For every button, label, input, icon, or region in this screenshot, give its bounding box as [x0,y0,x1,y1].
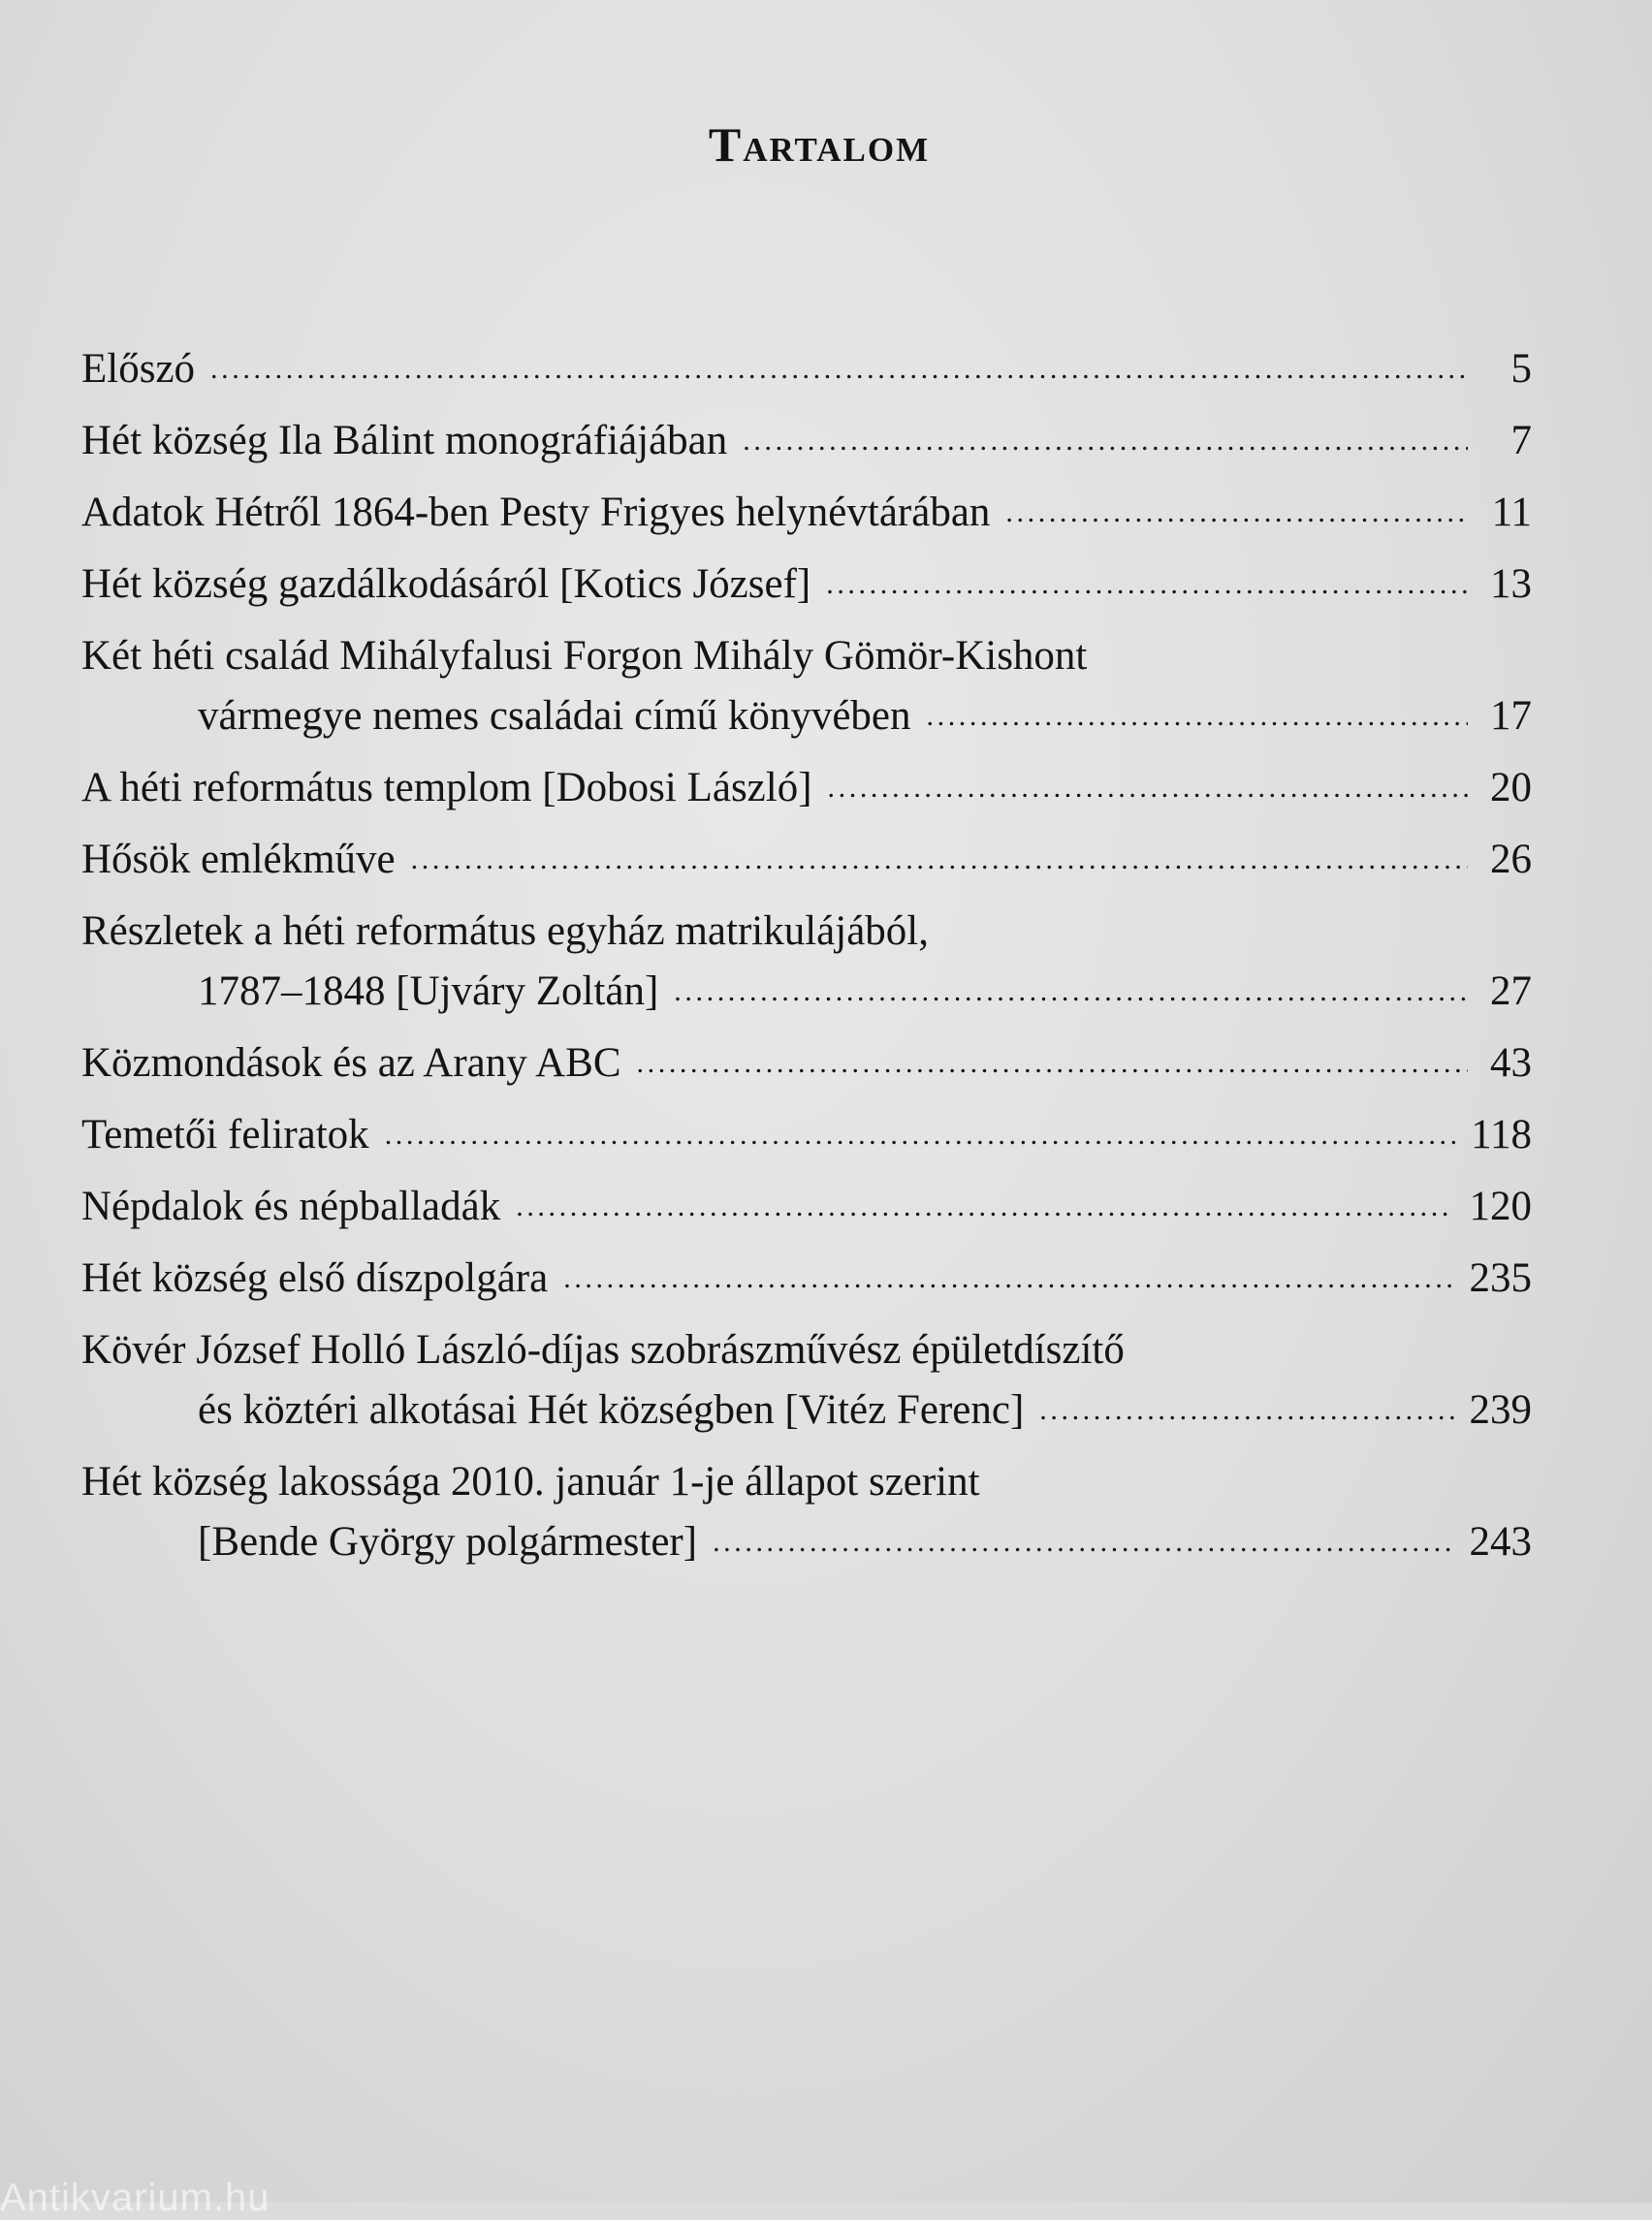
toc-entry-title-continued: 1787–1848 [Ujváry Zoltán] [198,968,659,1014]
toc-entry [81,830,1532,894]
toc-entry [81,902,1532,1026]
dot-leader [743,411,1468,471]
dot-leader [516,1177,1453,1237]
toc-entry-title: Hét község lakossága 2010. január 1-je állapot szerint [81,1459,980,1505]
toc-entry-title-continued: és köztéri alkotásai Hét községben [Vitéz Ferenc] [198,1387,1025,1433]
dot-leader [927,686,1469,746]
toc-entry [81,1320,1532,1444]
toc-entry-title: Közmondások és az Arany ABC [81,1040,621,1086]
dot-leader [713,1512,1453,1572]
toc-entry-title: Két héti család Mihályfalusi Forgon Mihály Gömör-Kishont [81,633,1088,679]
toc-entry-title: Hét község Ila Bálint monográfiájában [81,418,728,463]
toc-entry-title: Hősök emlékműve [81,837,396,882]
dot-leader [637,1033,1468,1094]
dot-leader [385,1105,1455,1165]
toc-page-number: 5 [1510,346,1532,392]
toc-entry-title: Adatok Hétről 1864-ben Pesty Frigyes helynévtárában [81,490,991,535]
toc-page-number: 243 [1469,1519,1532,1565]
toc-page-number: 20 [1490,765,1532,810]
toc-page-number: 27 [1490,968,1532,1014]
toc-entry [81,339,1532,403]
toc-entry-title: Előszó [81,346,196,392]
toc-page-number: 17 [1490,693,1532,739]
page-title: Tartalom [708,117,931,172]
toc-entry [81,626,1532,750]
watermark: Antikvarium.hu [0,2176,270,2219]
toc-entry [81,1105,1532,1169]
dot-leader [411,830,1468,890]
toc-entry-title: A héti református templom [Dobosi László] [81,765,812,810]
dot-leader [828,758,1468,818]
toc-entry [81,1249,1532,1313]
dot-leader [1039,1380,1453,1441]
dot-leader [563,1249,1453,1309]
toc-entry-title: Hét község gazdálkodásáról [Kotics József] [81,561,811,607]
toc-entry-title-continued: vármegye nemes családai című könyvében [198,693,911,739]
toc-entry [81,555,1532,618]
toc-entry [81,1452,1532,1576]
toc-page-number: 7 [1510,418,1532,463]
toc-entry-title: Népdalok és népballadák [81,1184,501,1229]
dot-leader [674,962,1468,1022]
toc-entry [81,758,1532,822]
toc-page-number: 26 [1490,837,1532,882]
toc-page-number: 235 [1469,1255,1532,1301]
toc-entry-title: Temetői feliratok [81,1112,369,1158]
toc-entry-title-continued: [Bende György polgármester] [198,1519,698,1565]
toc-entry-title: Kövér József Holló László-díjas szobrászművész épületdíszítő [81,1327,1125,1373]
toc-page-number: 239 [1469,1387,1532,1433]
toc-page-number: 13 [1490,561,1532,607]
toc-page-number: 120 [1469,1184,1532,1229]
toc-entry [81,411,1532,475]
toc-entry [81,1177,1532,1241]
toc-page-number: 118 [1471,1112,1532,1158]
toc-entry-title: Részletek a héti református egyház matrikulájából, [81,908,929,954]
toc-entry-title: Hét község első díszpolgára [81,1255,549,1301]
toc-entry [81,1033,1532,1097]
toc-page-number: 43 [1490,1040,1532,1086]
toc-entry [81,483,1532,547]
dot-leader [210,339,1468,399]
toc-page-number: 11 [1491,490,1532,535]
table-of-contents [81,339,1532,1584]
dot-leader [1005,483,1468,543]
dot-leader [826,555,1468,615]
